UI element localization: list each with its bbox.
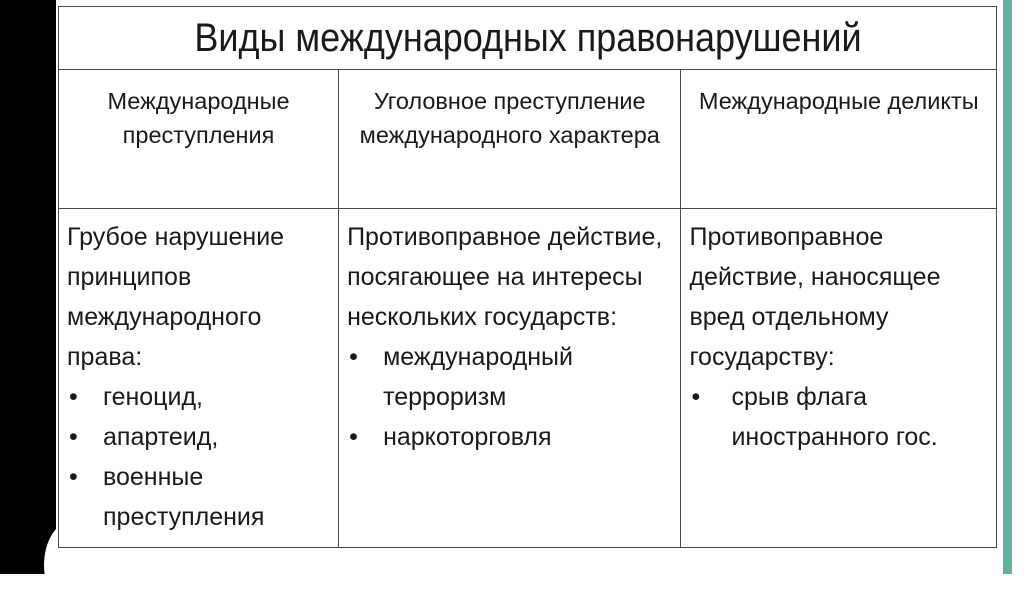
header-label: Уголовное преступление международного характера [359, 88, 660, 148]
left-decorative-bar [0, 0, 56, 574]
right-accent-bar [1003, 0, 1012, 574]
header-label: Международные преступления [107, 88, 290, 148]
list-item [67, 377, 330, 417]
header-criminal-offence [339, 70, 681, 209]
list-item [689, 377, 988, 457]
list-item-text: военные преступления [103, 463, 265, 531]
header-row [59, 70, 997, 209]
body-cell-criminal-offence [339, 209, 681, 548]
slide-title: Виды международных правонарушений [193, 15, 862, 60]
list-item [347, 417, 672, 457]
body-cell-international-crimes [59, 209, 339, 548]
bullet-icon: • [69, 383, 78, 411]
bullet-icon: • [69, 463, 78, 491]
cell-description: Противоправное действие, посягающее на интересы нескольких государств: [347, 223, 663, 331]
bullet-icon: • [691, 383, 701, 411]
bullet-list [67, 377, 330, 537]
bullet-icon: • [349, 343, 358, 371]
header-label: Международные деликты [698, 88, 979, 114]
cell-description: Противоправное действие, наносящее вред отдельному государству: [689, 223, 941, 371]
header-international-crimes [59, 70, 339, 209]
bullet-icon: • [349, 423, 358, 451]
list-item [67, 457, 330, 537]
list-item-text: наркоторговля [383, 423, 552, 451]
body-row [59, 209, 997, 548]
list-item [67, 417, 330, 457]
list-item-text: срыв флага иностранного гос. [731, 383, 938, 451]
list-item-text: геноцид, [103, 383, 203, 411]
bullet-icon: • [69, 423, 78, 451]
header-international-delicts [681, 70, 997, 209]
title-row [59, 7, 997, 70]
bullet-list [347, 337, 672, 457]
body-cell-international-delicts [681, 209, 997, 548]
list-item-text: международный терроризм [383, 343, 573, 411]
cell-description: Грубое нарушение принципов международного права: [67, 223, 285, 371]
violations-table [58, 6, 997, 548]
list-item-text: апартеид, [103, 423, 219, 451]
title-cell [105, 7, 949, 70]
list-item [347, 337, 672, 417]
bullet-list [689, 377, 988, 457]
